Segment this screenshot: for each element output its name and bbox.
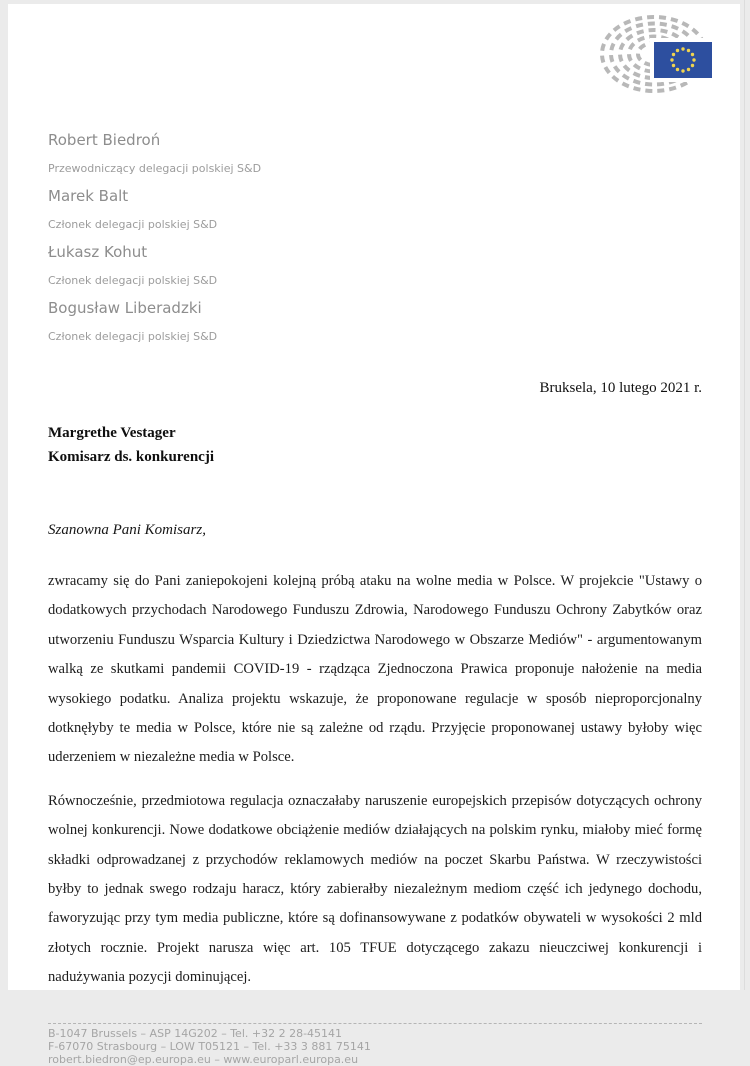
recipient-title: Komisarz ds. konkurencji bbox=[48, 449, 214, 465]
footer-email-web: robert.biedron@ep.europa.eu – www.europarl.europa.eu bbox=[48, 1052, 359, 1066]
letter-page bbox=[8, 4, 740, 1066]
signatory-name: Bogusław Liberadzki bbox=[48, 299, 202, 317]
dateline: Bruksela, 10 lutego 2021 r. bbox=[539, 380, 702, 396]
recipient-block bbox=[48, 421, 702, 469]
signatory-role: Członek delegacji polskiej S&D bbox=[48, 274, 218, 287]
recipient-name: Margrethe Vestager bbox=[48, 425, 176, 441]
signatory-role: Członek delegacji polskiej S&D bbox=[48, 218, 218, 231]
signatory-role: Członek delegacji polskiej S&D bbox=[48, 330, 218, 343]
letterhead-footer bbox=[48, 1023, 702, 1066]
signatory-name: Robert Biedroń bbox=[48, 131, 161, 149]
signatory-name: Łukasz Kohut bbox=[48, 243, 148, 261]
footer-address-strasbourg: F-67070 Strasbourg – LOW T05121 – Tel. +33 3 881 75141 bbox=[48, 1039, 371, 1053]
body-paragraph-1: zwracamy się do Pani zaniepokojeni kolejną próbą ataku na wolne media w Polsce. W projekcie "Ustawy o dodatkowych przychodach Narodowego Funduszu Zdrowia, Narodowego Funduszu Ochrony Zabytków oraz utworzeniu Funduszu Wsparcia Kultury i Dziedzictwa Narodowego w Obszarze Mediów" - argumentowanym walką ze skutkami pandemii COVID-19 - rządząca Zjednoczona Prawica proponuje nałożenie na media wysokiego podatku. Analiza projektu wskazuje, że proponowane regulacje w sposób nieproporcjonalny dotknęłyby te media w Polsce, które nie są zależne od rządu. Przyjęcie proponowanej ustawy byłoby więc uderzeniem w niezależne media w Polsce. bbox=[48, 573, 702, 766]
salutation: Szanowna Pani Komisarz, bbox=[48, 522, 206, 538]
signatories-block bbox=[48, 132, 702, 343]
signatory-name: Marek Balt bbox=[48, 187, 129, 205]
body-paragraph-2: Równocześnie, przedmiotowa regulacja oznaczałaby naruszenie europejskich przepisów dotyczących ochrony wolnej konkurencji. Nowe dodatkowe obciążenie mediów działających na polskim rynku, miałoby mieć formę składki odprowadzanej z przychodów reklamowych mediów na poczet Skarbu Państwa. W rzeczywistości byłby to jednak swego rodzaju haracz, który zabierałby niezależnym mediom część ich jedynego dochodu, faworyzując przy tym media publiczne, które są dofinansowywane z podatków obywateli w wysokości 2 mld złotych rocznie. Projekt narusza więc art. 105 TFUE dotyczącego zakazu nieuczciwej konkurencji i nadużywania pozycji dominującej. bbox=[48, 792, 702, 986]
signatory-role: Przewodniczący delegacji polskiej S&D bbox=[48, 162, 262, 175]
footer-address-brussels: B-1047 Brussels – ASP 14G202 – Tel. +32 2 28-45141 bbox=[48, 1026, 343, 1040]
letter-content bbox=[8, 4, 740, 1066]
